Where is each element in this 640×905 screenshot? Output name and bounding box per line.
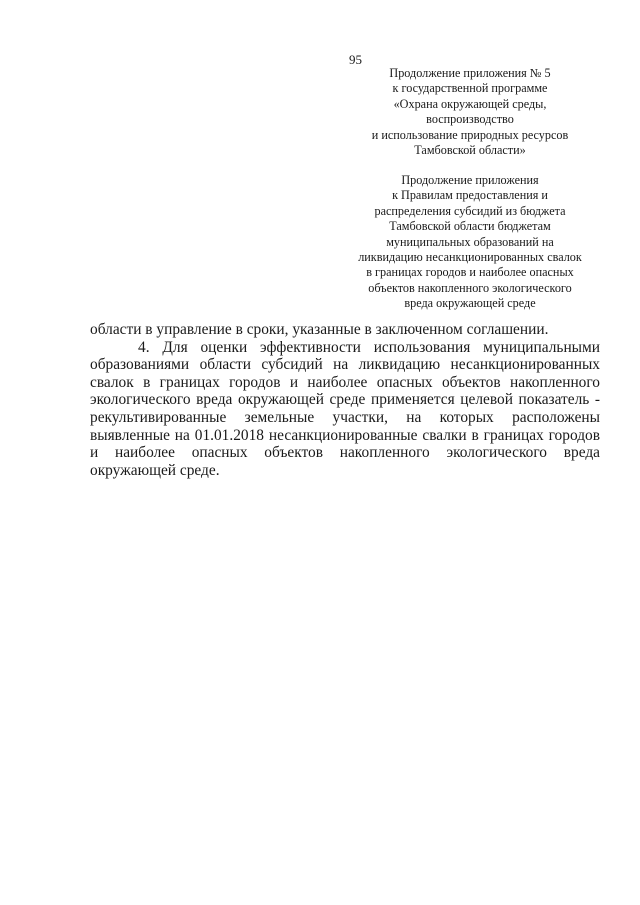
header-line: «Охрана окружающей среды, xyxy=(393,96,547,111)
header-line: Тамбовской области бюджетам xyxy=(389,219,551,234)
header-line: и использование природных ресурсов xyxy=(371,127,569,142)
page-number: 95 xyxy=(349,52,362,67)
header-line: Продолжение приложения xyxy=(401,173,539,187)
header-line: к Правилам предоставления и xyxy=(392,188,548,203)
appendix-header-program xyxy=(350,66,590,158)
appendix-header-rules xyxy=(350,173,590,312)
body-text xyxy=(90,321,600,479)
header-line: в границах городов и наиболее опасных xyxy=(366,265,574,280)
header-line: воспроизводство xyxy=(426,112,514,127)
paragraph-4: 4. Для оценки эффективности использования муниципальными образованиями области субсидий на ликвидацию несанкционированных свалок в границах городов и наиболее опасных объектов накопленного экологического вреда окружающей среде применяется целевой показатель - рекультивированные земельные участки, на которых расположены выявленные на 01.01.2018 несанкционированные свалки в границах городов и наиболее опасных объектов накопленного экологического вреда окружающей среде. xyxy=(90,338,600,479)
continuation-paragraph: области в управление в сроки, указанные в заключенном соглашении. xyxy=(90,321,549,338)
header-line: объектов накопленного экологического xyxy=(368,280,572,295)
header-line: ликвидацию несанкционированных свалок xyxy=(358,250,582,265)
header-line: распределения субсидий из бюджета xyxy=(374,203,566,218)
header-line: муниципальных образований на xyxy=(386,234,554,249)
header-line: Продолжение приложения № 5 xyxy=(389,66,551,80)
header-line: к государственной программе xyxy=(392,81,548,96)
header-line: вреда окружающей среде xyxy=(404,296,536,311)
header-line: Тамбовской области» xyxy=(414,143,526,158)
